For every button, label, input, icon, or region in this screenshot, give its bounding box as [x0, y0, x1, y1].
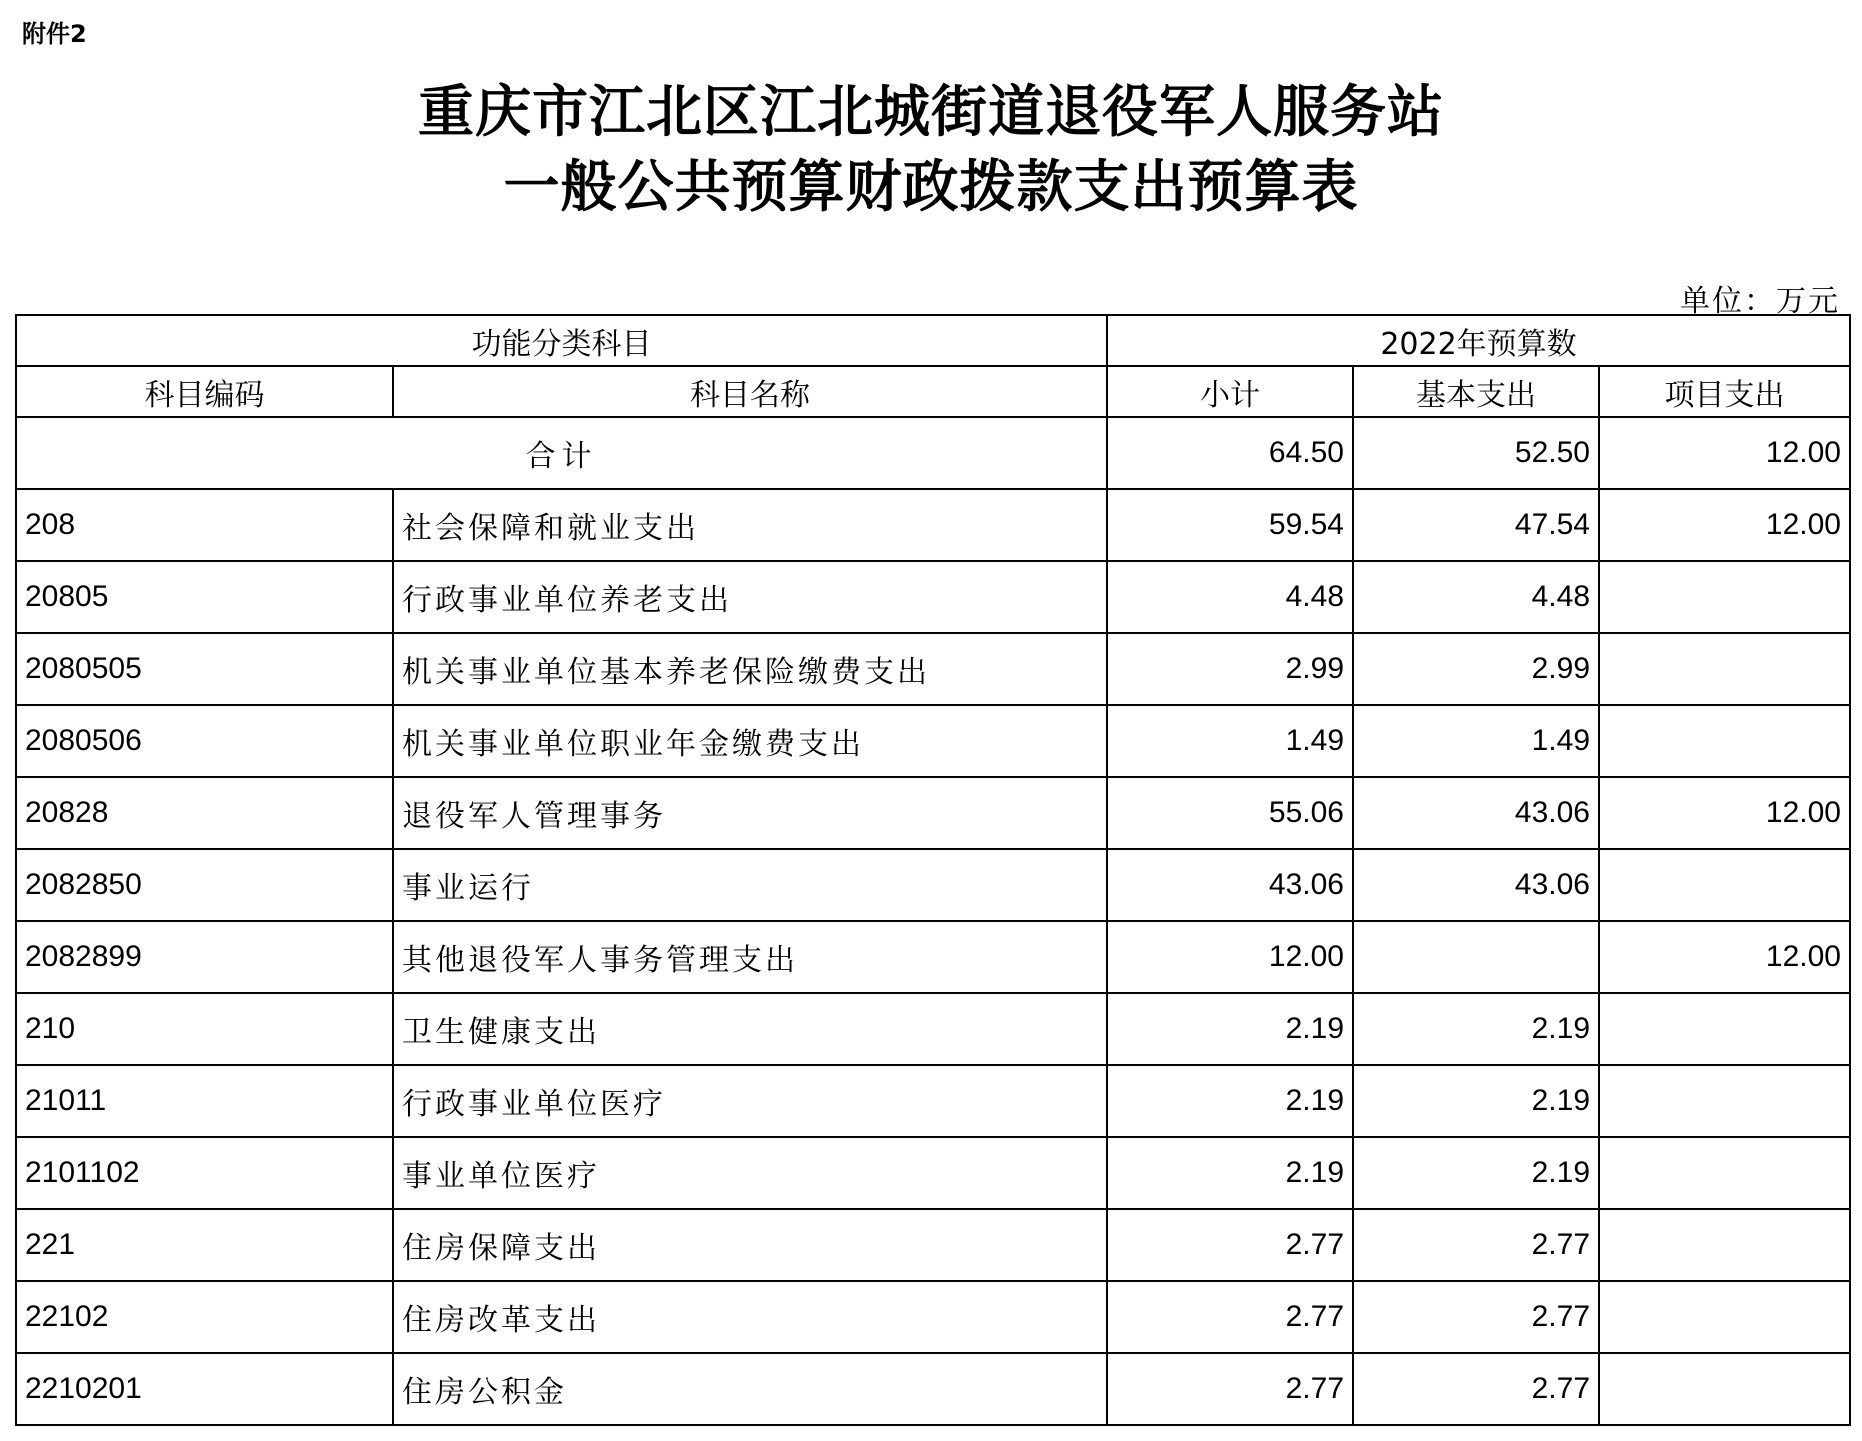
cell-code: 210 [16, 993, 393, 1065]
cell-subtotal: 43.06 [1107, 849, 1353, 921]
cell-basic: 1.49 [1353, 705, 1599, 777]
unit-label: 单位：万元 [1680, 284, 1840, 319]
cell-name: 其他退役军人事务管理支出 [393, 921, 1107, 993]
cell-name: 机关事业单位职业年金缴费支出 [393, 705, 1107, 777]
table-row [16, 561, 1850, 633]
cell-project: 12.00 [1599, 489, 1850, 561]
cell-basic: 2.19 [1353, 993, 1599, 1065]
header-name: 科目名称 [393, 366, 1107, 417]
cell-name: 机关事业单位基本养老保险缴费支出 [393, 633, 1107, 705]
cell-basic: 43.06 [1353, 849, 1599, 921]
header-code: 科目编码 [16, 366, 393, 417]
cell-project [1599, 1281, 1850, 1353]
cell-code: 2080506 [16, 705, 393, 777]
cell-project [1599, 1353, 1850, 1425]
cell-project [1599, 561, 1850, 633]
cell-project [1599, 1065, 1850, 1137]
cell-code: 221 [16, 1209, 393, 1281]
cell-subtotal: 12.00 [1107, 921, 1353, 993]
header-group-row [16, 315, 1850, 366]
total-row [16, 417, 1850, 489]
cell-basic: 2.77 [1353, 1209, 1599, 1281]
cell-name: 行政事业单位医疗 [393, 1065, 1107, 1137]
cell-subtotal: 59.54 [1107, 489, 1353, 561]
header-subtotal: 小计 [1107, 366, 1353, 417]
table-row [16, 1281, 1850, 1353]
cell-basic: 2.77 [1353, 1281, 1599, 1353]
cell-project [1599, 993, 1850, 1065]
table-row [16, 777, 1850, 849]
cell-code: 2080505 [16, 633, 393, 705]
cell-name: 行政事业单位养老支出 [393, 561, 1107, 633]
header-budget-year: 2022年预算数 [1107, 315, 1850, 366]
cell-project: 12.00 [1599, 921, 1850, 993]
table-row [16, 1209, 1850, 1281]
cell-basic: 2.19 [1353, 1065, 1599, 1137]
cell-project [1599, 633, 1850, 705]
cell-subtotal: 2.19 [1107, 1065, 1353, 1137]
total-basic: 52.50 [1353, 417, 1599, 489]
table-row [16, 993, 1850, 1065]
cell-name: 社会保障和就业支出 [393, 489, 1107, 561]
cell-name: 住房保障支出 [393, 1209, 1107, 1281]
cell-name: 事业单位医疗 [393, 1137, 1107, 1209]
cell-name: 退役军人管理事务 [393, 777, 1107, 849]
table-row [16, 849, 1850, 921]
page-title-line1: 重庆市江北区江北城街道退役军人服务站 [418, 80, 1444, 145]
cell-basic: 2.77 [1353, 1353, 1599, 1425]
page-title-line2: 一般公共预算财政拨款支出预算表 [503, 155, 1359, 220]
table-row [16, 633, 1850, 705]
header-project: 项目支出 [1599, 366, 1850, 417]
table-row [16, 921, 1850, 993]
cell-name: 事业运行 [393, 849, 1107, 921]
cell-code: 21011 [16, 1065, 393, 1137]
cell-code: 22102 [16, 1281, 393, 1353]
table-row [16, 1353, 1850, 1425]
cell-basic: 2.99 [1353, 633, 1599, 705]
cell-subtotal: 2.77 [1107, 1353, 1353, 1425]
cell-code: 2082899 [16, 921, 393, 993]
cell-project [1599, 849, 1850, 921]
cell-subtotal: 2.19 [1107, 1137, 1353, 1209]
header-function-category: 功能分类科目 [16, 315, 1107, 366]
cell-subtotal: 55.06 [1107, 777, 1353, 849]
cell-code: 208 [16, 489, 393, 561]
cell-subtotal: 2.77 [1107, 1209, 1353, 1281]
cell-name: 住房改革支出 [393, 1281, 1107, 1353]
total-subtotal: 64.50 [1107, 417, 1353, 489]
cell-subtotal: 1.49 [1107, 705, 1353, 777]
cell-project: 12.00 [1599, 777, 1850, 849]
header-columns-row [16, 366, 1850, 417]
cell-name: 卫生健康支出 [393, 993, 1107, 1065]
total-project: 12.00 [1599, 417, 1850, 489]
cell-subtotal: 2.19 [1107, 993, 1353, 1065]
cell-basic [1353, 921, 1599, 993]
attachment-label: 附件2 [22, 20, 87, 48]
cell-basic: 2.19 [1353, 1137, 1599, 1209]
cell-project [1599, 1137, 1850, 1209]
table-row [16, 705, 1850, 777]
cell-basic: 4.48 [1353, 561, 1599, 633]
cell-code: 20828 [16, 777, 393, 849]
cell-code: 2082850 [16, 849, 393, 921]
cell-code: 2101102 [16, 1137, 393, 1209]
table-row [16, 489, 1850, 561]
cell-subtotal: 2.99 [1107, 633, 1353, 705]
cell-subtotal: 2.77 [1107, 1281, 1353, 1353]
table-row [16, 1137, 1850, 1209]
cell-code: 20805 [16, 561, 393, 633]
cell-code: 2210201 [16, 1353, 393, 1425]
cell-subtotal: 4.48 [1107, 561, 1353, 633]
cell-basic: 43.06 [1353, 777, 1599, 849]
total-label: 合计 [16, 417, 1107, 489]
header-basic: 基本支出 [1353, 366, 1599, 417]
cell-basic: 47.54 [1353, 489, 1599, 561]
cell-project [1599, 1209, 1850, 1281]
cell-name: 住房公积金 [393, 1353, 1107, 1425]
cell-project [1599, 705, 1850, 777]
budget-table [15, 314, 1851, 1426]
table-row [16, 1065, 1850, 1137]
